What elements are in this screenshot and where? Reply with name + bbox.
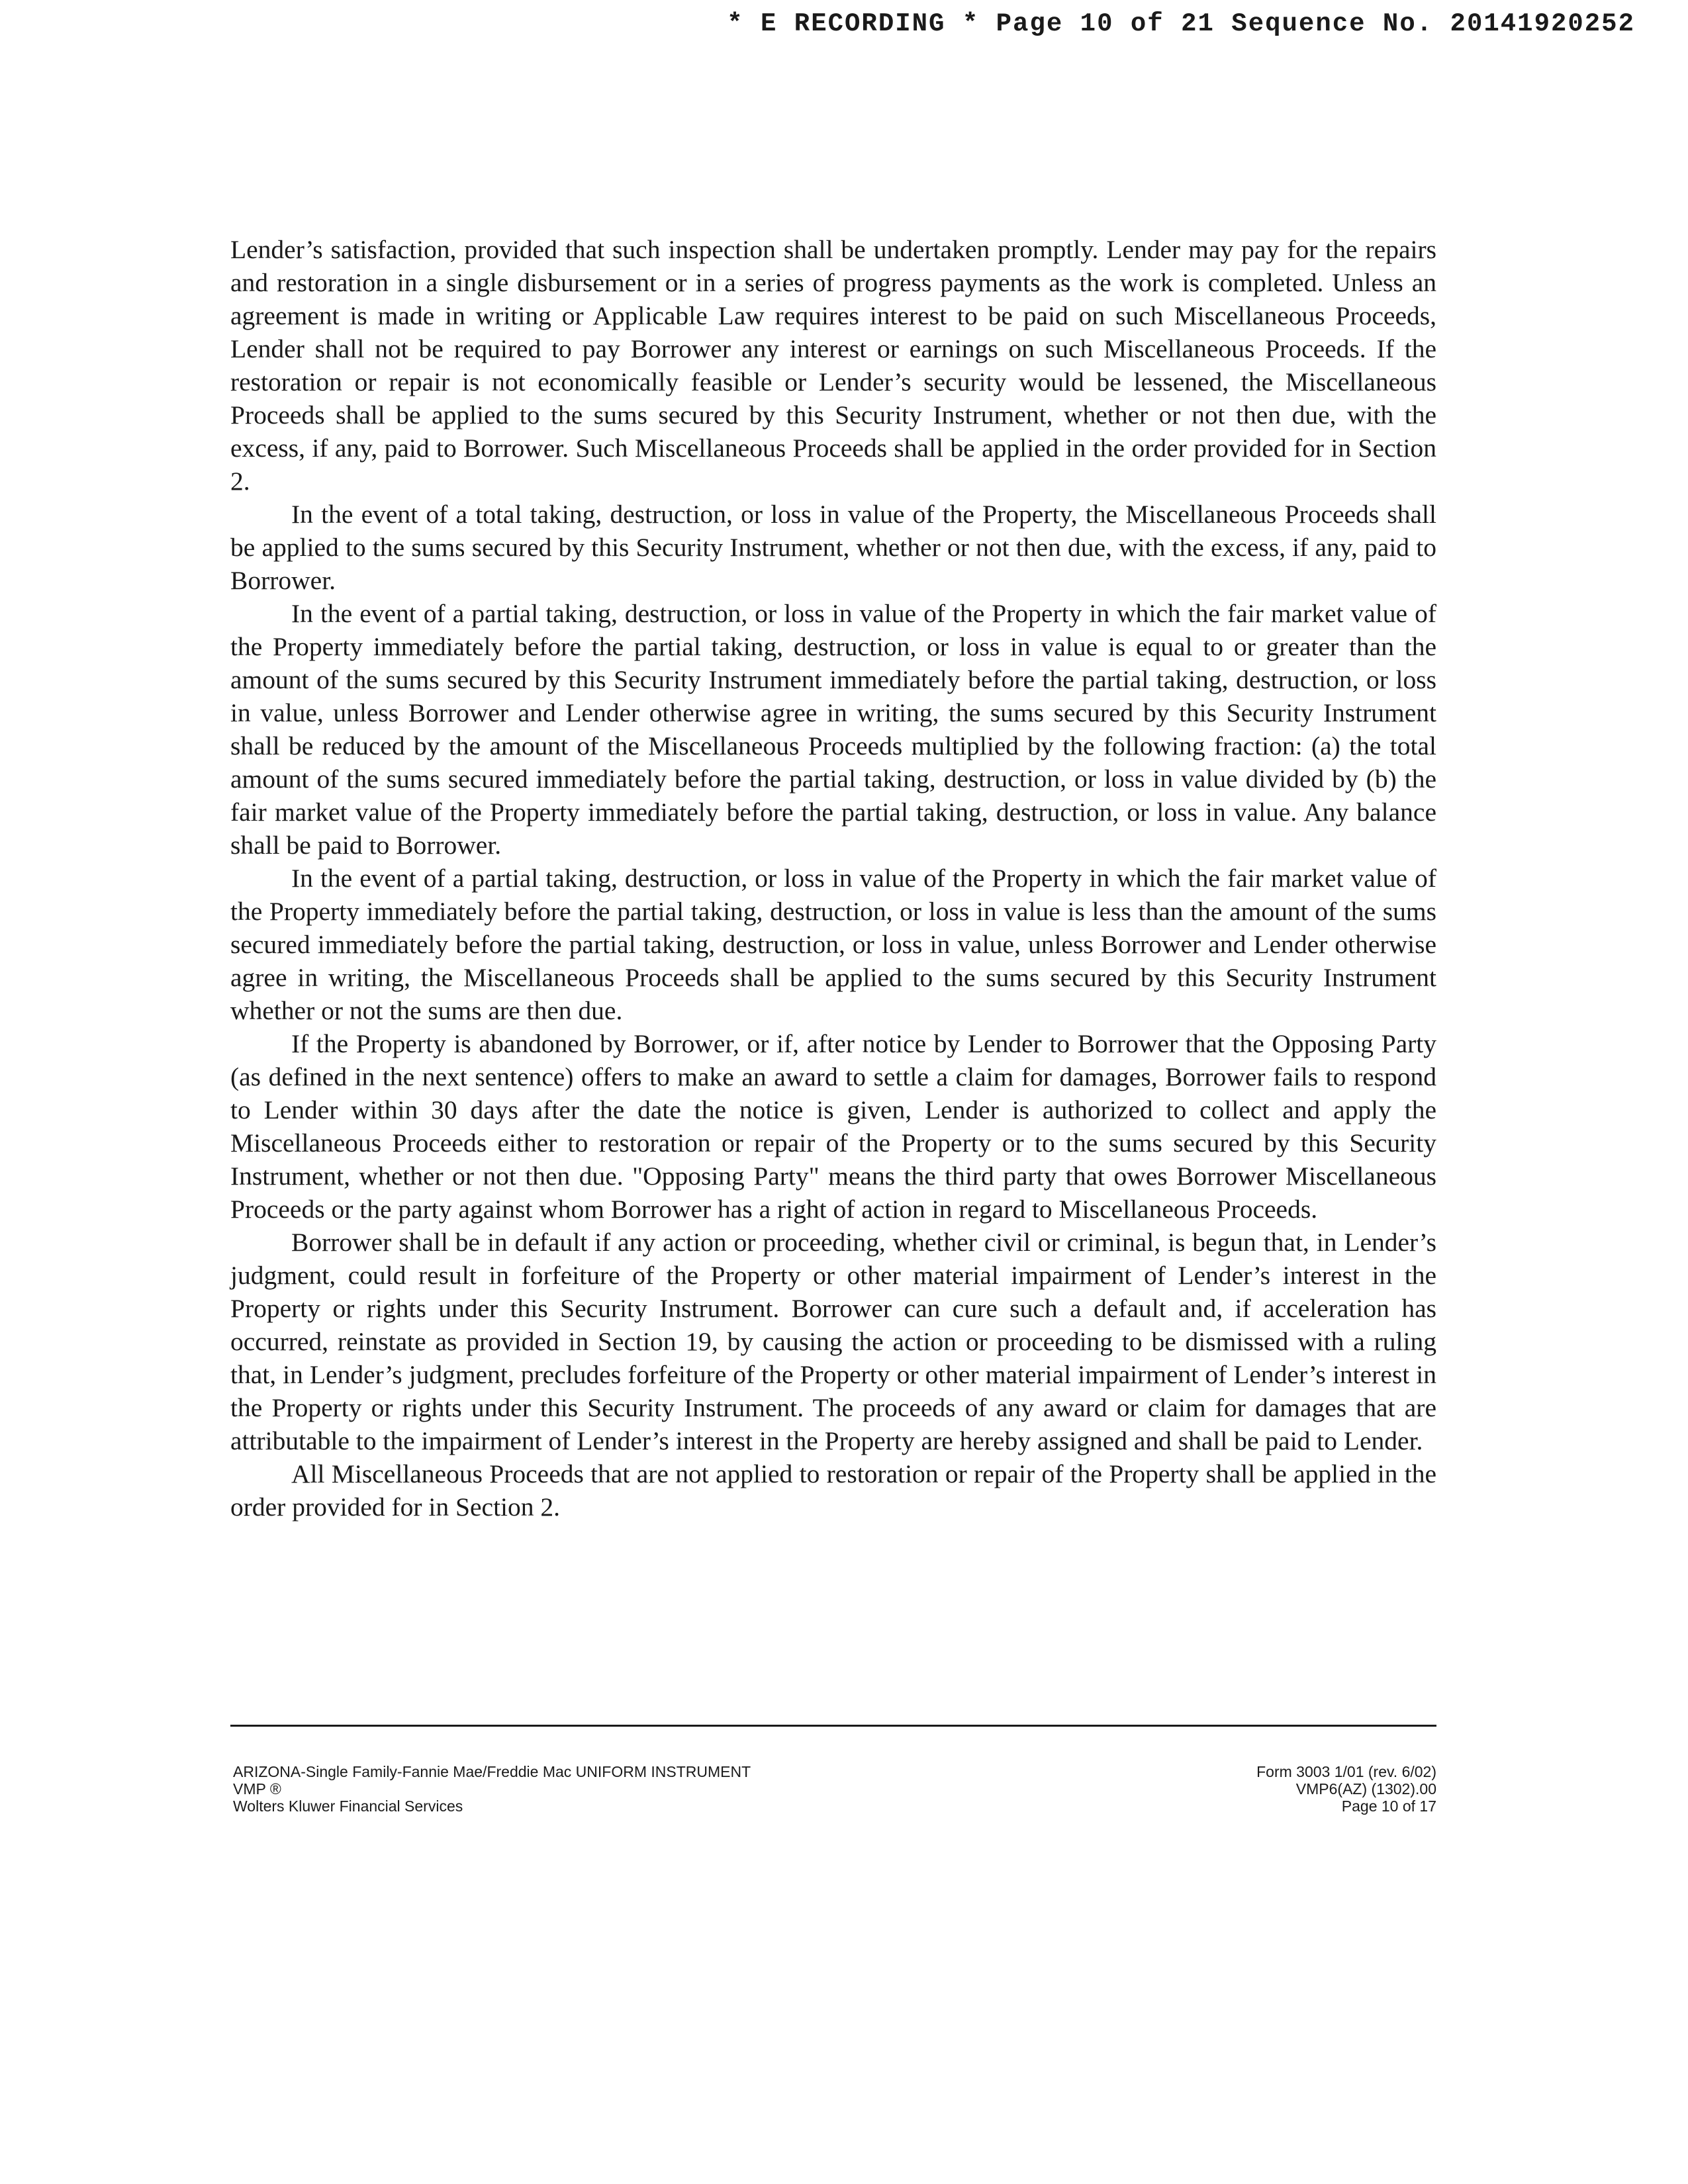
paragraph-default: Borrower shall be in default if any action or proceeding, whether civil or criminal, is begun that, in Lender’s judgment, could result in forfeiture of the Property or other material impairment of Lender’s interest in the Property or rights under this Security Instrument. Borrower can cure such a default and, if acceleration has occurred, reinstate as provided in Section 19, by causing the action or proceeding to be dismissed with a ruling that, in Lender’s judgment, precludes forfeiture of the Property or other material impairment of Lender’s interest in the Property or rights under this Security Instrument. The proceeds of any award or claim for damages that are attributable to the impairment of Lender’s interest in the Property are hereby assigned and shall be paid to Lender. — [230, 1228, 1436, 1455]
footer-left — [233, 1763, 751, 1815]
footer-publisher: Wolters Kluwer Financial Services — [233, 1797, 463, 1815]
paragraph-unapplied-proceeds: All Miscellaneous Proceeds that are not applied to restoration or repair of the Property shall be applied in the order provided for in Section 2. — [230, 1459, 1436, 1522]
paragraph-partial-taking-greater: In the event of a partial taking, destruction, or loss in value of the Property in which the fair market value of the Property immediately before the partial taking, destruction, or loss in value is equal to or greater than the amount of the sums secured by this Security Instrument immediately before the partial taking, destruction, or loss in value, unless Borrower and Lender otherwise agree in writing, the sums secured by this Security Instrument shall be reduced by the amount of the Miscellaneous Proceeds multiplied by the following fraction: (a) the total amount of the sums secured immediately before the partial taking, destruction, or loss in value divided by (b) the fair market value of the Property immediately before the partial taking, destruction, or loss in value. Any balance shall be paid to Borrower. — [230, 599, 1436, 860]
paragraph-total-taking: In the event of a total taking, destruction, or loss in value of the Property, the Miscellaneous Proceeds shall be applied to the sums secured by this Security Instrument, whether or not then due, with the excess, if any, paid to Borrower. — [230, 500, 1436, 595]
paragraph-abandonment: If the Property is abandoned by Borrower, or if, after notice by Lender to Borrower that the Opposing Party (as defined in the next sentence) offers to make an award to settle a claim for damages, Borrower fails to respond to Lender within 30 days after the date the notice is given, Lender is authorized to collect and apply the Miscellaneous Proceeds either to restoration or repair of the Property or to the sums secured by this Security Instrument, whether or not then due. "Opposing Party" means the third party that owes Borrower Miscellaneous Proceeds or the party against whom Borrower has a right of action in regard to Miscellaneous Proceeds. — [230, 1029, 1436, 1224]
document-body — [230, 233, 1436, 1524]
footer-vmp-mark: VMP ® — [233, 1780, 281, 1797]
footer-form-number: Form 3003 1/01 (rev. 6/02) — [1256, 1763, 1436, 1780]
paragraph-continuation: Lender’s satisfaction, provided that such inspection shall be undertaken promptly. Lender may pay for the repairs and restoration in a single disbursement or in a series of progress payments as the work is completed. Unless an agreement is made in writing or Applicable Law requires interest to be paid on such Miscellaneous Proceeds, Lender shall not be required to pay Borrower any interest or earnings on such Miscellaneous Proceeds. If the restoration or repair is not economically feasible or Lender’s security would be lessened, the Miscellaneous Proceeds shall be applied to the sums secured by this Security Instrument, whether or not then due, with the excess, if any, paid to Borrower. Such Miscellaneous Proceeds shall be applied in the order provided for in Section 2. — [230, 235, 1436, 496]
footer-divider — [230, 1725, 1436, 1727]
recording-header: * E RECORDING * Page 10 of 21 Sequence No. 20141920252 — [727, 9, 1635, 38]
footer-page-number: Page 10 of 17 — [1341, 1797, 1436, 1815]
footer-instrument-title: ARIZONA-Single Family-Fannie Mae/Freddie Mac UNIFORM INSTRUMENT — [233, 1763, 751, 1780]
paragraph-partial-taking-less: In the event of a partial taking, destruction, or loss in value of the Property in which the fair market value of the Property immediately before the partial taking, destruction, or loss in value is less than the amount of the sums secured immediately before the partial taking, destruction, or loss in value, unless Borrower and Lender otherwise agree in writing, the Miscellaneous Proceeds shall be applied to the sums secured by this Security Instrument whether or not the sums are then due. — [230, 864, 1436, 1025]
footer-right — [1256, 1763, 1436, 1815]
footer-vmp-code: VMP6(AZ) (1302).00 — [1295, 1780, 1436, 1797]
